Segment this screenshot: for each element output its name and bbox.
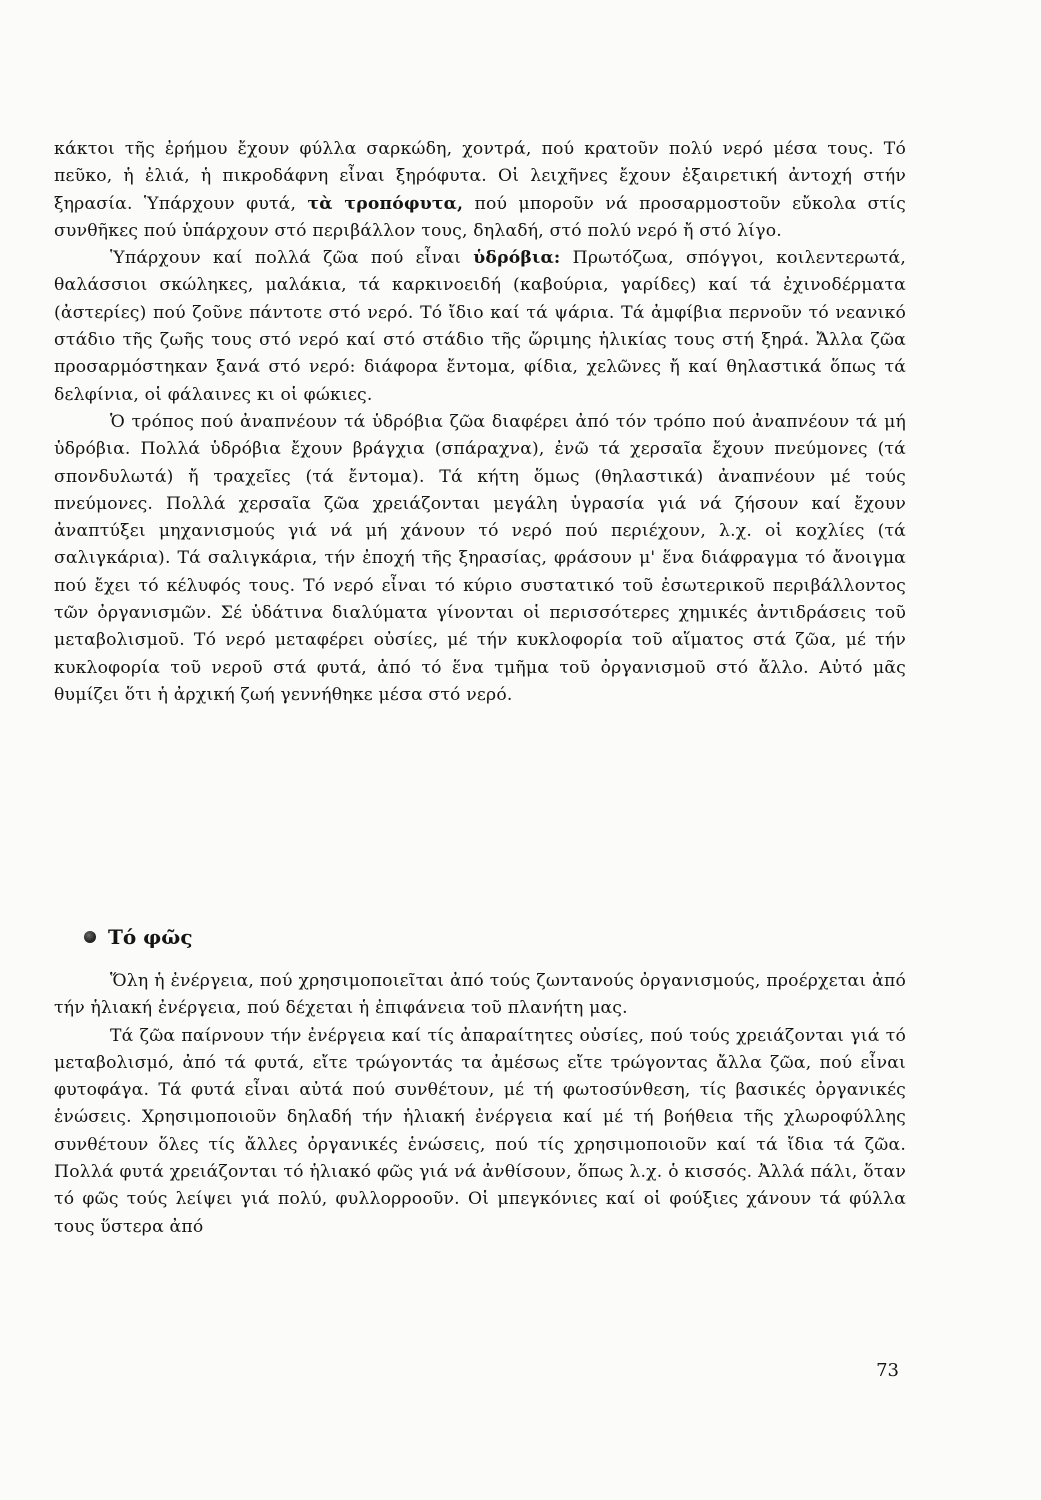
paragraph-solar-energy: Ὅλη ἡ ἐνέργεια, πού χρησιμοποιεῖται ἀπό τούς ζωντανούς ὀργανισμούς, προέρχεται ἀπό τήν ἡλιακή ἐνέργεια, πού δέχεται ἡ ἐπιφάνεια τοῦ πλανήτη μας.: [54, 971, 906, 1019]
text-segment: κάκτοι τῆς ἐρήμου ἔχουν φύλλα σαρκώδη, χοντρά, πού κρατοῦν πολύ νερό μέσα τους. Τό πεῦκο, ἡ ἐλιά, ἡ πικροδάφνη εἶναι ξηρόφυτα. Οἱ λειχῆνες ἔχουν ἐξαιρετική ἀντοχή στήν ξηρασία. Ὑπάρχουν φυτά,: [54, 139, 906, 214]
text-section-light: [54, 968, 906, 1241]
page-number: 73: [876, 1360, 899, 1381]
text-segment: Πρωτόζωα, σπόγγοι, κοιλεντερωτά, θαλάσσιοι σκώληκες, μαλάκια, τά καρκινοειδή (καβούρια, γαρίδες) καί τά ἐχινοδέρματα (ἀστερίες) πού ζοῦνε πάντοτε στό νερό. Τό ἴδιο καί τά ψάρια. Τά ἀμφίβια περνοῦν τό νεανικό στάδιο τῆς ζωῆς τους στό νερό καί στό στάδιο τῆς ὥριμης ἡλικίας τους στή ξηρά. Ἄλλα ζῶα προσαρμόστηκαν ξανά στό νερό: διάφορα ἔντομα, φίδια, χελῶνες ἤ καί θηλαστικά ὅπως τά δελφίνια, οἱ φάλαινες κι οἱ φώκιες.: [54, 248, 906, 405]
bullet-dot-icon: [84, 931, 96, 943]
text-segment: πού μποροῦν νά προσαρμοστοῦν εὔκολα στίς συνθῆκες πού ὑπάρχουν στό περιβάλλον τους, δηλαδή, στό πολύ νερό ἤ στό λίγο.: [54, 193, 906, 241]
paragraph-respiration: [54, 409, 906, 709]
bold-term-aquatic: ὑδρόβια:: [473, 248, 561, 269]
section-heading-light: [84, 925, 193, 949]
text-segment: Ὑπάρχουν καί πολλά ζῶα πού εἶναι: [110, 248, 474, 269]
text-section-water: [54, 136, 906, 709]
paragraph-aquatic-animals: [54, 245, 906, 409]
paragraph-xerophytes: [54, 136, 906, 245]
section-title: Τό φῶς: [108, 925, 193, 949]
bold-term-tropophytes: τὰ τροπόφυτα,: [307, 193, 464, 214]
paragraph-photosynthesis: Τά ζῶα παίρνουν τήν ἐνέργεια καί τίς ἀπαραίτητες οὐσίες, πού τούς χρειάζονται γιά τό μεταβολισμό, ἀπό τά φυτά, εἴτε τρώγοντάς τα ἀμέσως εἴτε τρώγοντας ἄλλα ζῶα, πού εἶναι φυτοφάγα. Τά φυτά εἶναι αὐτά πού συνθέτουν, μέ τή φωτοσύνθεση, τίς βασικές ὀργανικές ἑνώσεις. Χρησιμοποιοῦν δηλαδή τήν ἡλιακή ἐνέργεια καί μέ τή βοήθεια τῆς χλωροφύλλης συνθέτουν ὅλες τίς ἄλλες ὀργανικές ἑνώσεις, πού τίς χρησιμοποιοῦν καί τά ἴδια τά ζῶα. Πολλά φυτά χρειάζονται τό ἡλιακό φῶς γιά νά ἀνθίσουν, ὅπως λ.χ. ὁ κισσός. Ἀλλά πάλι, ὅταν τό φῶς τούς λείψει γιά πολύ, φυλλορροοῦν. Οἱ μπεγκόνιες καί οἱ φούξιες χάνουν τά φύλλα τους ὕστερα ἀπό: [54, 1025, 906, 1237]
text-segment: Ὁ τρόπος πού ἀναπνέουν τά ὑδρόβια ζῶα διαφέρει ἀπό τόν τρόπο πού ἀναπνέουν τά μή ὑδρόβια. Πολλά ὑδρόβια ἔχουν βράγχια (σπάραχνα), ἐνῶ τά χερσαῖα ἔχουν πνεύμονες (τά σπονδυλωτά) ἤ τραχεῖες (τά ἔντομα). Τά κήτη ὅμως (θηλαστικά) ἀναπνέουν μέ τούς πνεύμονες. Πολλά χερσαῖα ζῶα χρειάζονται μεγάλη ὑγρασία γιά νά ζήσουν καί ἔχουν ἀναπτύξει μηχανισμούς γιά νά μή χάνουν τό νερό πού περιέχουν, λ.χ. οἱ κοχλίες (τά σαλιγκάρια). Τά σαλιγκάρια, τήν ἐποχή τῆς ξηρασίας, φράσουν μ' ἕνα διάφραγμα τό ἄνοιγμα πού ἔχει τό κέλυφός τους. Τό νερό εἶναι τό κύριο συστατικό τοῦ ἐσωτερικοῦ περιβάλλοντος τῶν ὀργανισμῶν. Σέ ὑδάτινα διαλύματα γίνονται οἱ περισσότερες χημικές ἀντιδράσεις τοῦ μεταβολισμοῦ. Τό νερό μεταφέρει οὐσίες, μέ τήν κυκλοφορία τοῦ αἵματος στά ζῶα, μέ τήν κυκλοφορία τοῦ νεροῦ στά φυτά, ἀπό τό ἕνα τμῆμα τοῦ ὀργανισμοῦ στό ἄλλο. Αὐτό μᾶς θυμίζει ὅτι ἡ ἀρχική ζωή γεννήθηκε μέσα στό νερό.: [54, 411, 906, 705]
